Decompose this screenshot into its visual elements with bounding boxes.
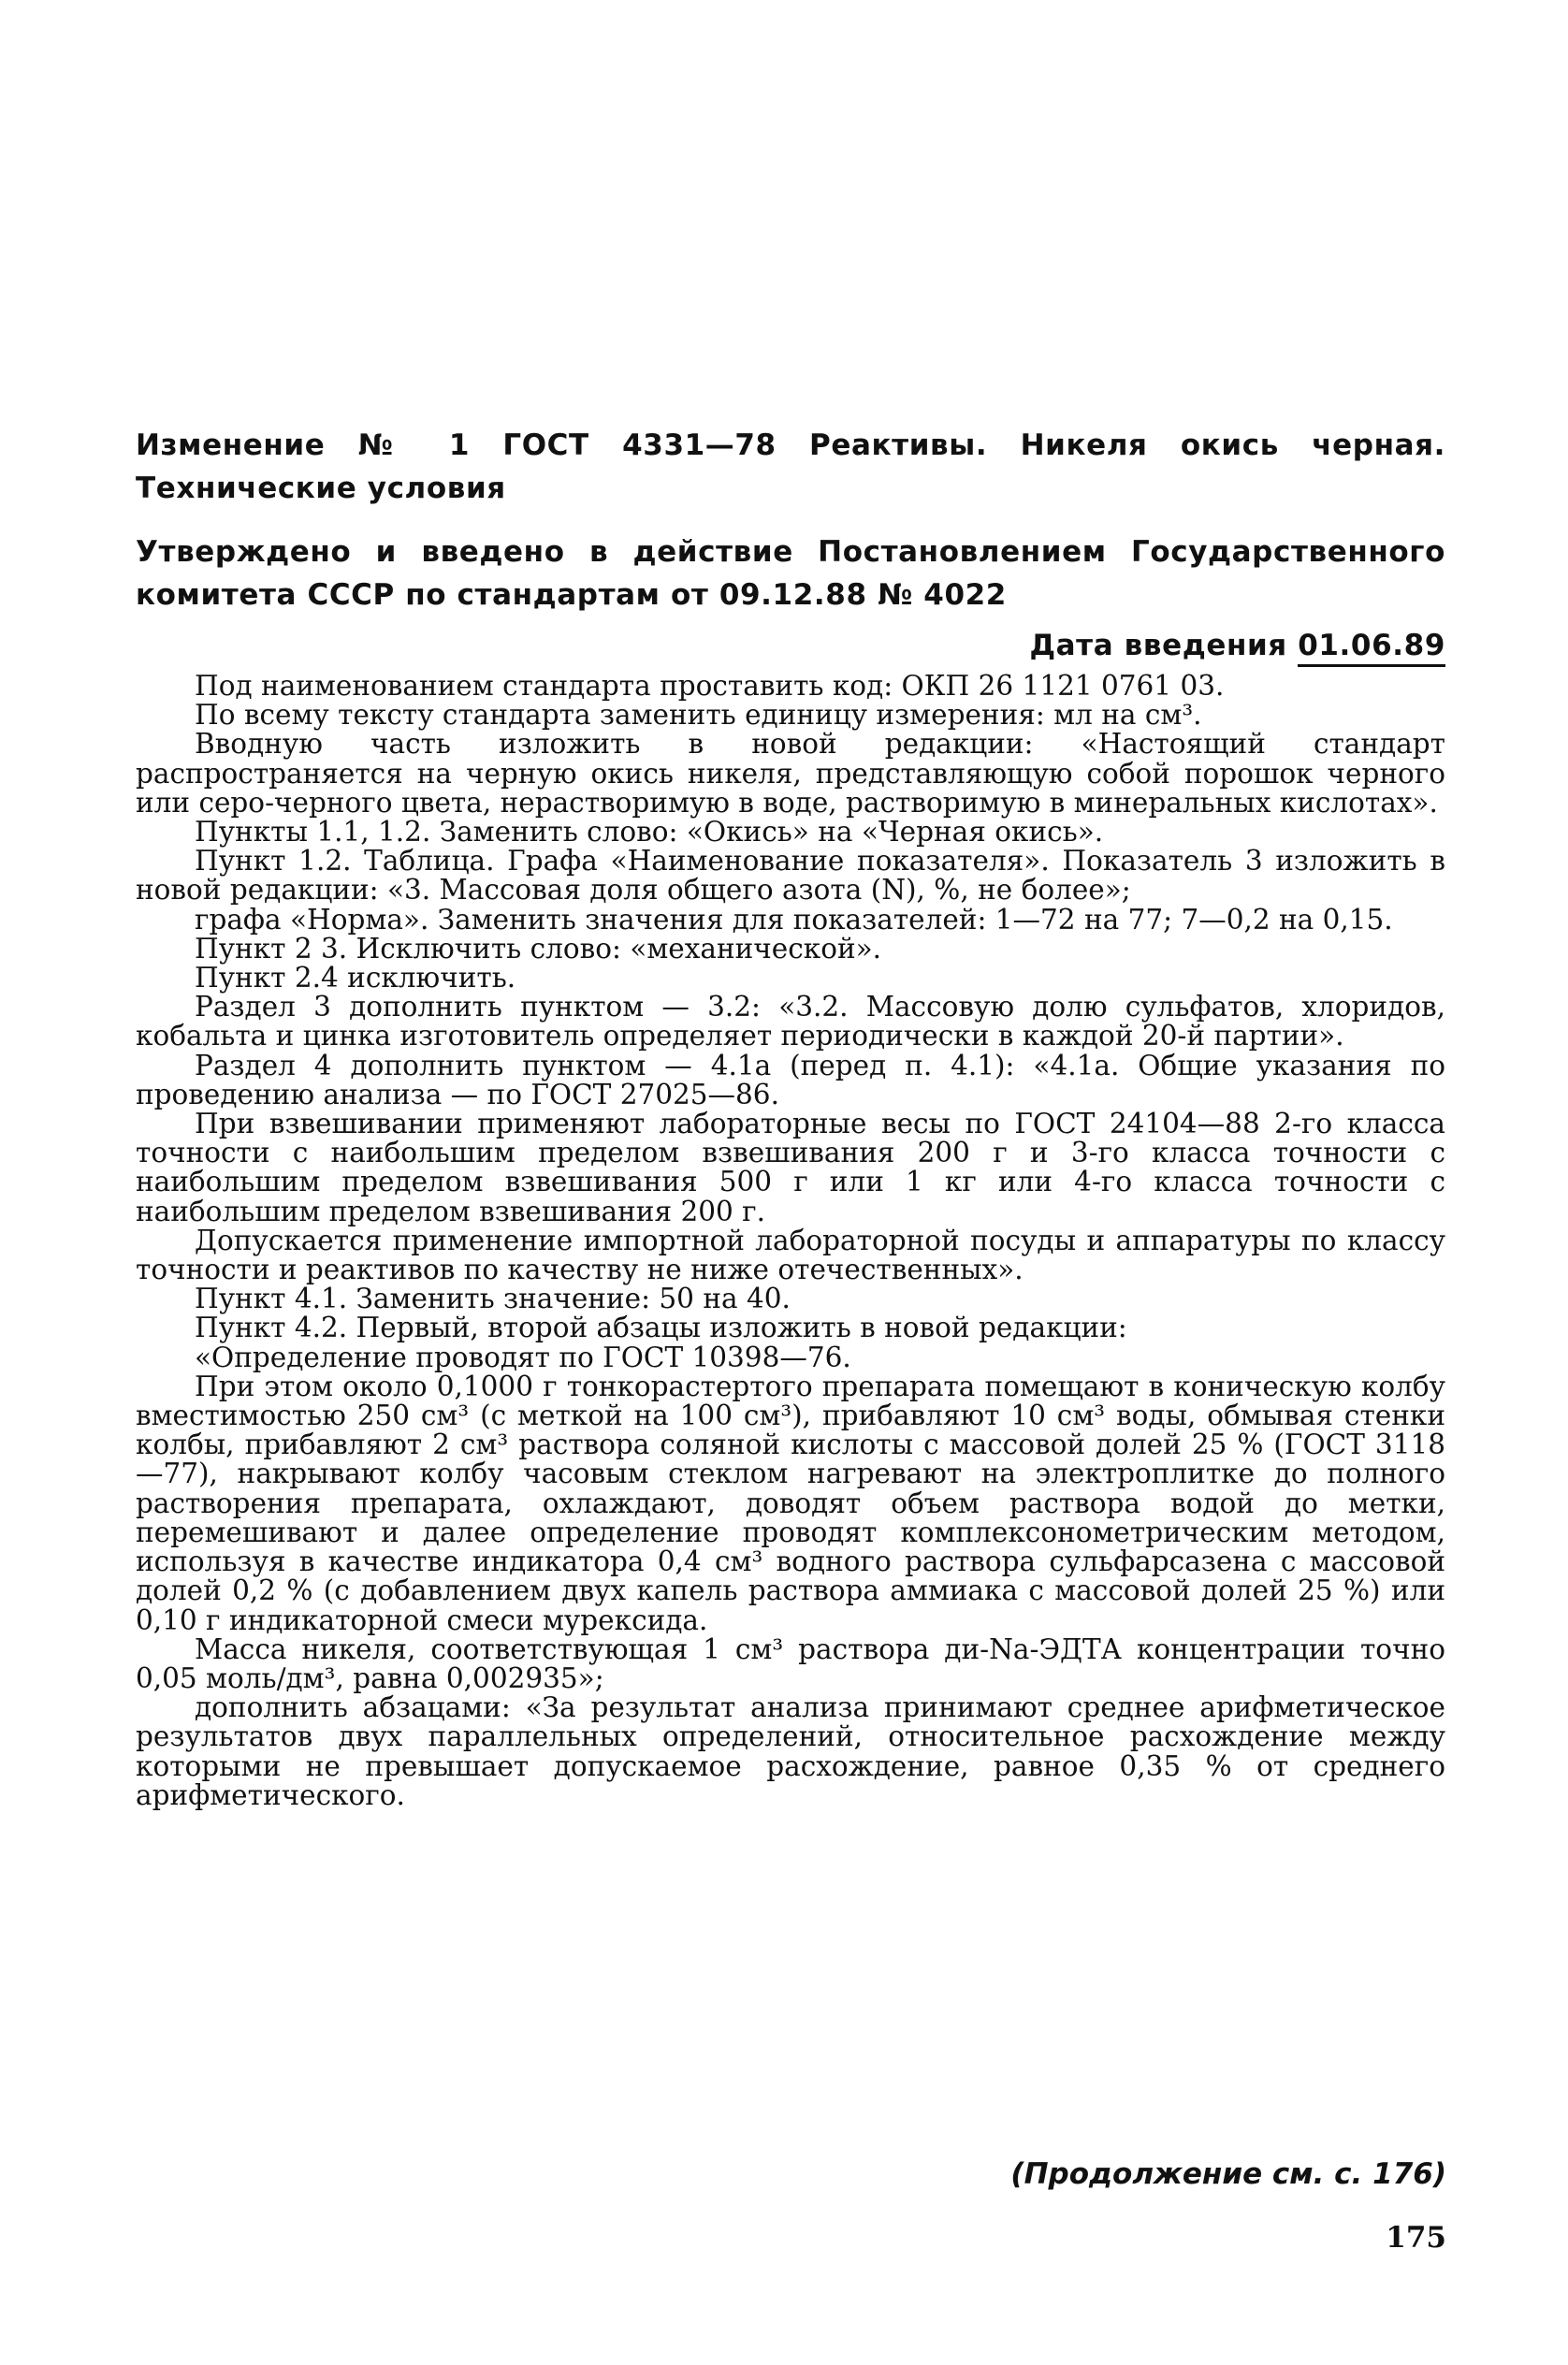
paragraph: Раздел 4 дополнить пунктом — 4.1а (перед п. 4.1): «4.1а. Общие указания по проведению анализа — по ГОСТ 27025—86.: [136, 1049, 1445, 1110]
introduction-date: [136, 624, 1445, 667]
paragraph: Пункт 2 3. Исключить слово: «механической».: [195, 932, 882, 965]
paragraph: Раздел 3 дополнить пунктом — 3.2: «3.2. Массовую долю сульфатов, хлоридов, кобальта и цинка изготовитель определяет периодически в каждой 20-й партии».: [136, 991, 1445, 1052]
paragraph: По всему тексту стандарта заменить единицу измерения: мл на см³.: [195, 699, 1202, 732]
amendment-body: [136, 672, 1445, 1810]
paragraph: Пункт 1.2. Таблица. Графа «Наименование показателя». Показатель 3 изложить в новой редакции: «3. Массовая доля общего азота (N), %, не более»;: [136, 845, 1445, 907]
paragraph: Пункт 4.2. Первый, второй абзацы изложить в новой редакции:: [195, 1312, 1127, 1344]
introduction-date-label: Дата введения: [1029, 629, 1287, 662]
paragraph: Пункт 4.1. Заменить значение: 50 на 40.: [195, 1283, 791, 1315]
paragraph: При этом около 0,1000 г тонкорастертого препарата помещают в коническую колбу вместимостью 250 см³ (с меткой на 100 см³), прибавляют 10 см³ воды, обмывая стенки колбы, прибавляют 2 см³ раствора соляной кислоты с массовой долей 25 % (ГОСТ 3118—77), накрывают колбу часовым стеклом нагревают на электроплитке до полного растворения препарата, охлаждают, доводят объем раствора водой до метки, перемешивают и далее определение проводят комплексонометрическим методом, используя в качестве индикатора 0,4 см³ водного раствора сульфарсазена с массовой долей 0,2 % (с добавлением двух капель раствора аммиака с массовой долей 25 %) или 0,10 г индикаторной смеси мурексида.: [136, 1370, 1445, 1636]
paragraph: «Определение проводят по ГОСТ 10398—76.: [195, 1341, 851, 1373]
paragraph: Под наименованием стандарта проставить код: ОКП 26 1121 0761 03.: [195, 670, 1225, 702]
paragraph: Пункт 2.4 исключить.: [195, 962, 516, 994]
document-header: [136, 424, 1445, 667]
paragraph: графа «Норма». Заменить значения для показателей: 1—72 на 77; 7—0,2 на 0,15.: [195, 903, 1393, 936]
paragraph: Масса никеля, соответствующая 1 см³ раствора ди-Na-ЭДТА концентрации точно 0,05 моль/дм³, равна 0,002935»;: [136, 1632, 1445, 1694]
paragraph: Допускается применение импортной лабораторной посуды и аппаратуры по классу точности и реактивов по качеству не ниже отечественных».: [136, 1224, 1445, 1286]
paragraph: При взвешивании применяют лабораторные весы по ГОСТ 24104—88 2-го класса точности с наибольшим пределом взвешивания 200 г и 3-го класса точности с наибольшим пределом взвешивания 500 г или 1 кг или 4-го класса точности с наибольшим пределом взвешивания 200 г.: [136, 1108, 1445, 1227]
amendment-title: Изменение № 1 ГОСТ 4331—78 Реактивы. Никеля окись черная. Технические условия: [136, 428, 1445, 505]
continuation-note: (Продолжение см. с. 176): [1010, 2157, 1446, 2191]
paragraph: Пункты 1.1, 1.2. Заменить слово: «Окись» на «Черная окись».: [195, 816, 1104, 849]
introduction-date-value: 01.06.89: [1298, 629, 1445, 667]
approval-statement: Утверждено и введено в действие Постановлением Государственного комитета СССР по стандартам от 09.12.88 № 4022: [136, 535, 1445, 612]
paragraph: Вводную часть изложить в новой редакции: «Настоящий стандарт распространяется на черную окись никеля, представляющую собой порошок черного или серо-черного цвета, нерастворимую в воде, растворимую в минеральных кислотах».: [136, 728, 1445, 819]
paragraph: дополнить абзацами: «За результат анализа принимают среднее арифметическое результатов двух параллельных определений, относительное расхождение между которыми не превышает допускаемое расхождение, равное 0,35 % от среднего арифметического.: [136, 1691, 1445, 1811]
page-number: 175: [1386, 2221, 1446, 2255]
